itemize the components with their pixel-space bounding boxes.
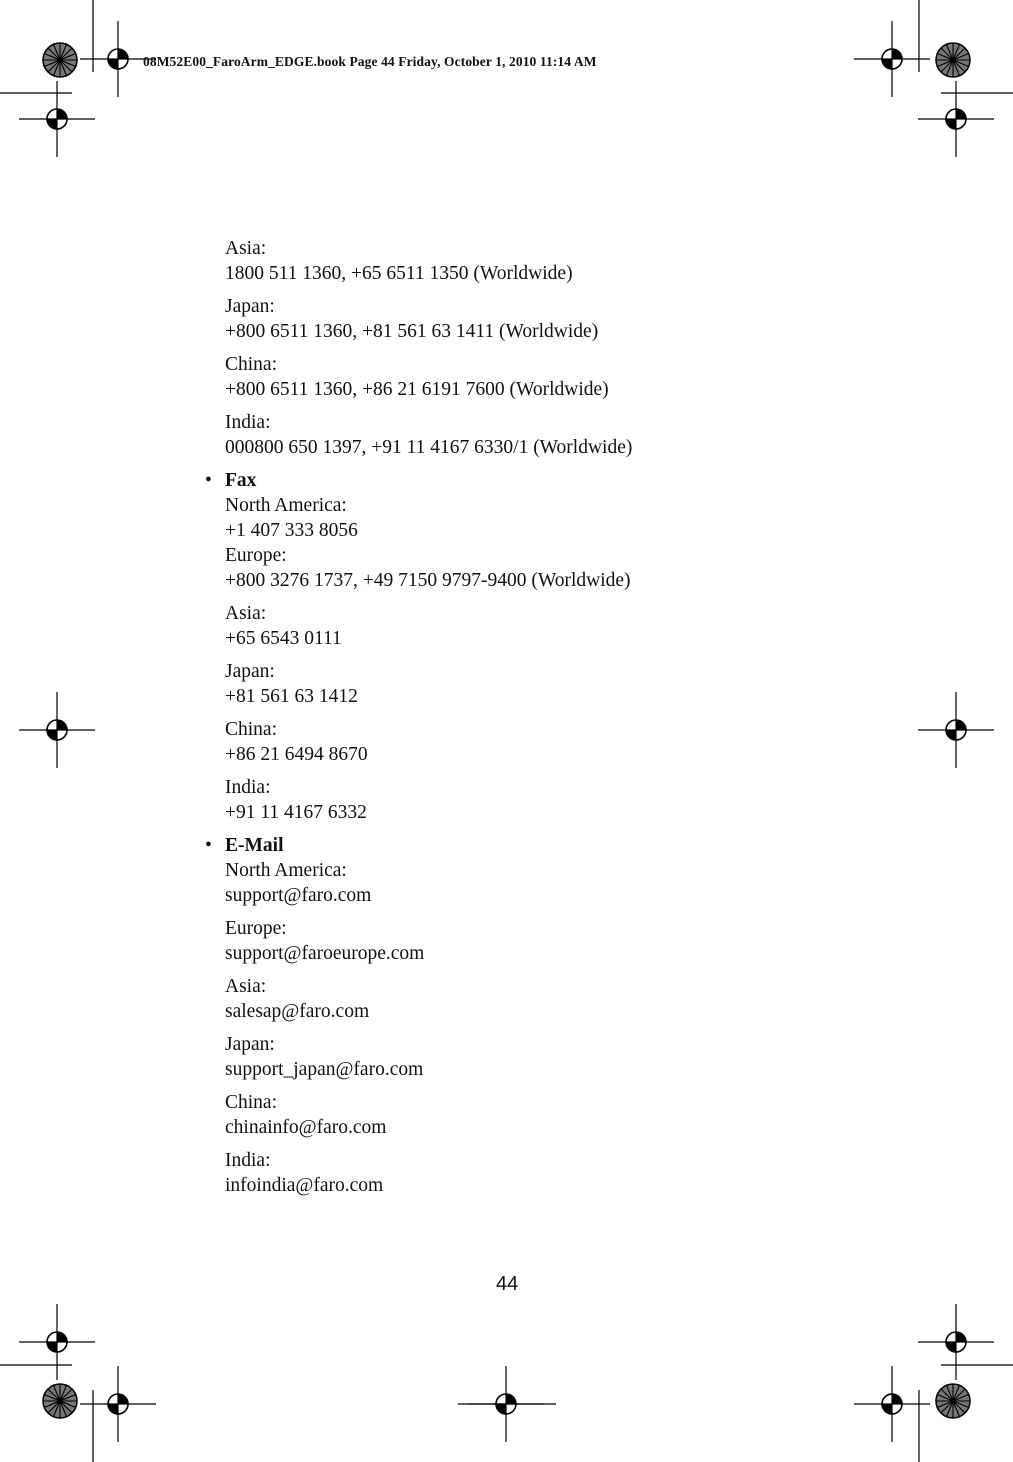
- region-label: Europe:: [225, 918, 287, 939]
- phone-entry-japan: [225, 294, 825, 344]
- region-label: Japan:: [225, 296, 275, 317]
- email-entry-india: [225, 1148, 825, 1198]
- fax-number: +1 407 333 8056: [225, 520, 358, 541]
- registration-mark-icon: [19, 692, 95, 768]
- fax-entry-china: [225, 717, 825, 767]
- region-label: Japan:: [225, 1034, 275, 1055]
- registration-mark-icon: [918, 1304, 994, 1380]
- fax-number: +65 6543 0111: [225, 628, 342, 649]
- registration-mark-icon: [19, 1304, 95, 1380]
- region-label: India:: [225, 412, 271, 433]
- region-label: North America:: [225, 495, 347, 516]
- region-label: Asia:: [225, 976, 267, 997]
- fax-heading: Fax: [225, 470, 257, 491]
- registration-mark-icon: [918, 692, 994, 768]
- region-label: India:: [225, 777, 271, 798]
- phone-entry-asia: [225, 236, 825, 286]
- print-slug: 08M52E00_FaroArm_EDGE.book Page 44 Friday, October 1, 2010 11:14 AM: [143, 54, 597, 69]
- phone-number: +800 6511 1360, +86 21 6191 7600 (Worldwide): [225, 379, 609, 400]
- region-label: Japan:: [225, 661, 275, 682]
- fax-number: +86 21 6494 8670: [225, 744, 368, 765]
- email-address: support@faro.com: [225, 885, 372, 906]
- star-target-icon: [936, 43, 970, 77]
- region-label: Europe:: [225, 545, 287, 566]
- email-entry-china: [225, 1090, 825, 1140]
- bullet-icon: •: [205, 835, 212, 856]
- region-label: China:: [225, 1092, 277, 1113]
- fax-entry-japan: [225, 659, 825, 709]
- phone-entry-india: [225, 410, 825, 460]
- email-address: infoindia@faro.com: [225, 1175, 384, 1196]
- email-address: salesap@faro.com: [225, 1001, 370, 1022]
- fax-number: +81 561 63 1412: [225, 686, 358, 707]
- fax-entry-north-america-europe: [225, 468, 825, 593]
- contact-list: [205, 236, 825, 1206]
- region-label: Asia:: [225, 603, 267, 624]
- registration-mark-icon: [80, 1366, 156, 1442]
- phone-number: 1800 511 1360, +65 6511 1350 (Worldwide): [225, 263, 573, 284]
- email-heading: E-Mail: [225, 835, 284, 856]
- fax-number: +800 3276 1737, +49 7150 9797-9400 (Worldwide): [225, 570, 631, 591]
- page-number: 44: [496, 1273, 519, 1295]
- bullet-icon: •: [205, 470, 212, 491]
- fax-number: +91 11 4167 6332: [225, 802, 367, 823]
- phone-entry-china: [225, 352, 825, 402]
- email-address: support_japan@faro.com: [225, 1059, 424, 1080]
- email-address: chinainfo@faro.com: [225, 1117, 387, 1138]
- phone-number: 000800 650 1397, +91 11 4167 6330/1 (Worldwide): [225, 437, 633, 458]
- star-target-icon: [43, 43, 77, 77]
- star-target-icon: [936, 1384, 970, 1418]
- email-entry-europe: [225, 916, 825, 966]
- region-label: China:: [225, 719, 277, 740]
- email-entry-north-america: [225, 833, 825, 908]
- region-label: India:: [225, 1150, 271, 1171]
- region-label: North America:: [225, 860, 347, 881]
- star-target-icon: [43, 1384, 77, 1418]
- email-entry-japan: [225, 1032, 825, 1082]
- email-entry-asia: [225, 974, 825, 1024]
- fax-entry-asia: [225, 601, 825, 651]
- region-label: Asia:: [225, 238, 267, 259]
- region-label: China:: [225, 354, 277, 375]
- fax-section: [205, 468, 825, 825]
- phone-number: +800 6511 1360, +81 561 63 1411 (Worldwide): [225, 321, 599, 342]
- fax-entry-india: [225, 775, 825, 825]
- email-address: support@faroeurope.com: [225, 943, 425, 964]
- email-section: [205, 833, 825, 1198]
